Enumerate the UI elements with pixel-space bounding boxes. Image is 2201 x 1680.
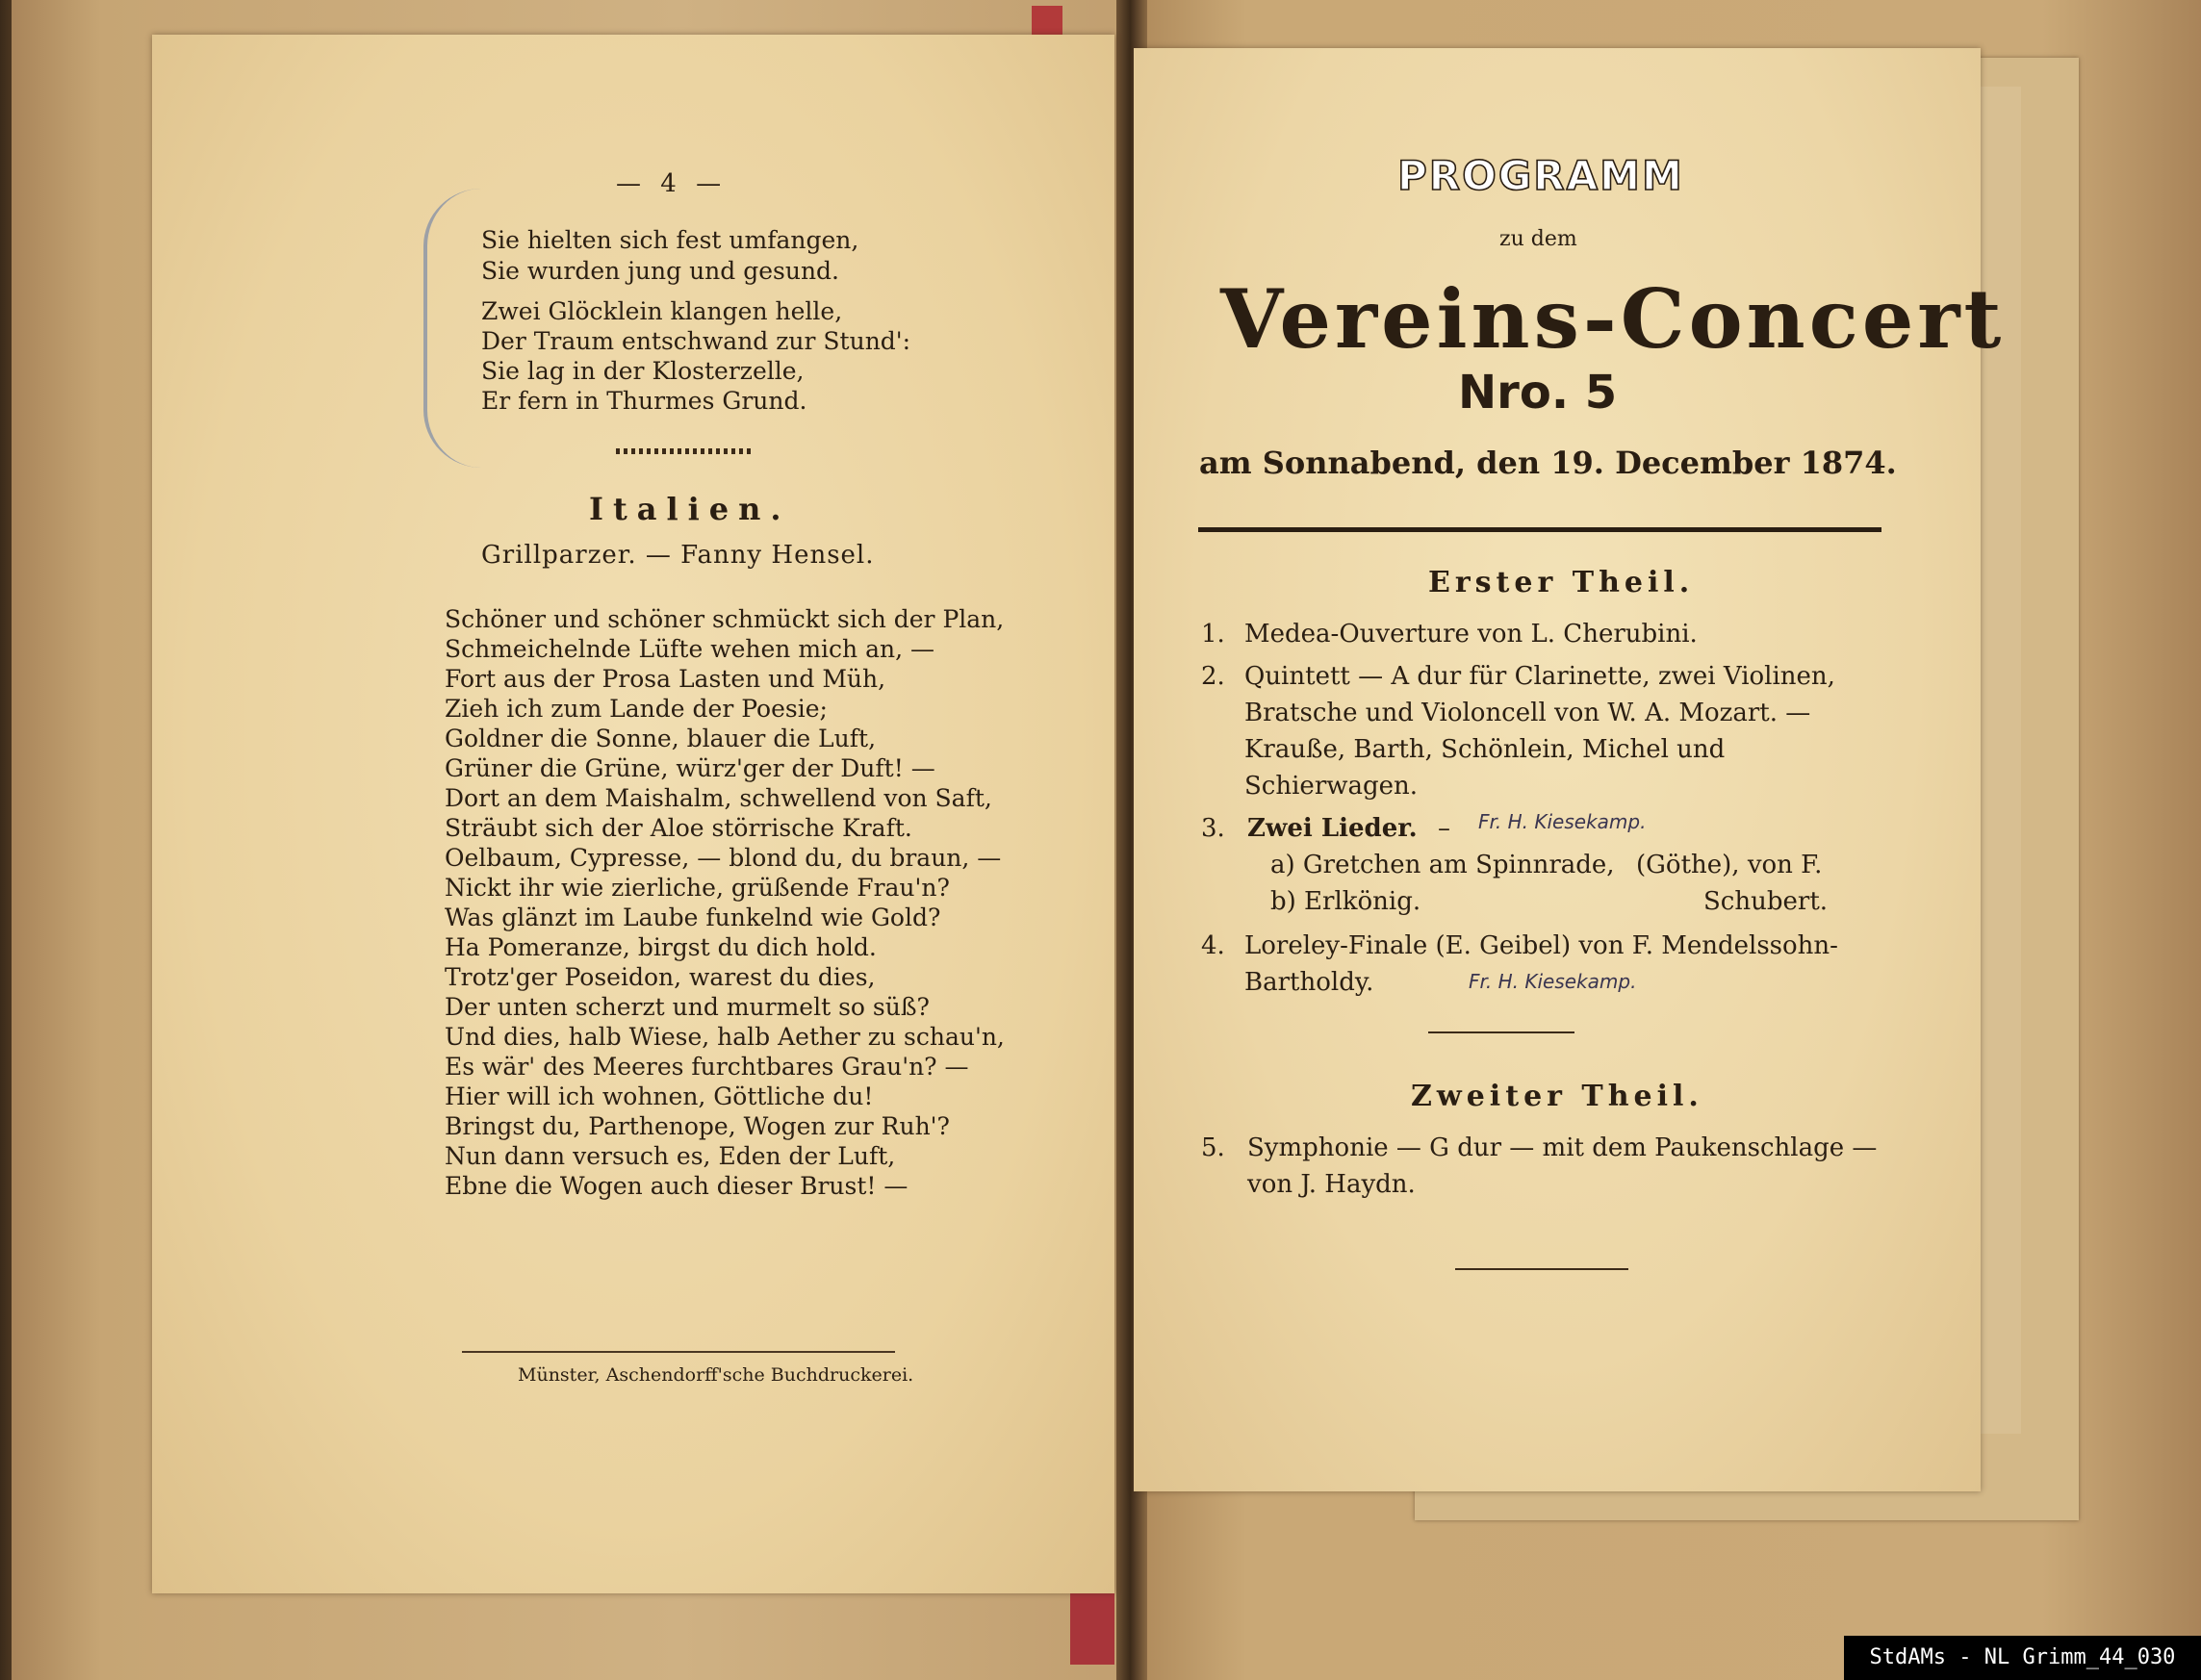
concert-date: am Sonnabend, den 19. December 1874. [1199, 445, 1897, 481]
stanza-line: Der Traum entschwand zur Stund': [481, 327, 911, 355]
item-number: 5. [1201, 1133, 1225, 1162]
program-item-4-line: Bartholdy. [1244, 968, 1374, 997]
stanza-line: Er fern in Thurmes Grund. [481, 387, 807, 415]
poem-line: Goldner die Sonne, blauer die Luft, [445, 725, 877, 752]
divider [1428, 1031, 1574, 1033]
program-title: PROGRAMM [1397, 152, 1684, 199]
program-item-2-line: Bratsche und Violoncell von W. A. Mozart. — [1244, 699, 1811, 727]
program-item-1: Medea-Ouverture von L. Cherubini. [1244, 620, 1698, 649]
poem-line: Sträubt sich der Aloe störrische Kraft. [445, 814, 912, 842]
poem-line: Nickt ihr wie zierliche, grüßende Frau'n? [445, 874, 950, 902]
song-b: b) Erlkönig. [1270, 887, 1421, 916]
program-item-2-line: Schierwagen. [1244, 772, 1419, 801]
program-item-5-line: von J. Haydn. [1247, 1170, 1416, 1199]
header-rule [1198, 527, 1881, 532]
stanza-line: Sie hielten sich fest umfangen, [481, 226, 859, 254]
item-3-dash: – [1438, 814, 1450, 843]
program-item-4-line: Loreley-Finale (E. Geibel) von F. Mendelssohn- [1244, 931, 1838, 960]
poem-line: Schmeichelnde Lüfte wehen mich an, — [445, 635, 934, 663]
item-number: 2. [1201, 662, 1225, 691]
red-tailband [1070, 1588, 1114, 1665]
poem-line: Bringst du, Parthenope, Wogen zur Ruh'? [445, 1112, 950, 1140]
divider [1455, 1268, 1628, 1270]
poem-line: Nun dann versuch es, Eden der Luft, [445, 1142, 896, 1170]
program-subtitle: zu dem [1499, 227, 1577, 251]
footer-rule [462, 1351, 895, 1353]
program-item-3: Zwei Lieder. [1247, 814, 1418, 843]
printer-imprint: Münster, Aschendorff'sche Buchdruckerei. [518, 1364, 914, 1386]
poem-line: Der unten scherzt und murmelt so süß? [445, 993, 930, 1021]
poem-line: Was glänzt im Laube funkelnd wie Gold? [445, 904, 941, 931]
program-item-2-line: Quintett — A dur für Clarinette, zwei Violinen, [1244, 662, 1835, 691]
poem-line: Und dies, halb Wiese, halb Aether zu schau'n, [445, 1023, 1005, 1051]
poem-line: Fort aus der Prosa Lasten und Müh, [445, 665, 886, 693]
stanza-line: Zwei Glöcklein klangen helle, [481, 297, 843, 325]
stanza-line: Sie lag in der Klosterzelle, [481, 357, 805, 385]
poem-line: Grüner die Grüne, würz'ger der Duft! — [445, 754, 935, 782]
poem-line: Trotz'ger Poseidon, warest du dies, [445, 963, 876, 991]
poem-line: Oelbaum, Cypresse, — blond du, du braun, — [445, 844, 1002, 872]
stanza-line: Sie wurden jung und gesund. [481, 257, 839, 285]
poem-line: Ebne die Wogen auch dieser Brust! — [445, 1172, 909, 1200]
poem-author: Grillparzer. — Fanny Hensel. [481, 541, 875, 570]
program-item-2-line: Kraußе, Barth, Schönlein, Michel und [1244, 735, 1726, 764]
page-number: — 4 — [616, 169, 728, 198]
handwritten-note: Fr. H. Kiesekamp. [1478, 810, 1647, 833]
part-two-heading: Zweiter Theil. [1411, 1080, 1703, 1113]
archive-label: StdAMs - NL Grimm_44_030 [1844, 1636, 2201, 1680]
part-one-heading: Erster Theil. [1428, 566, 1695, 599]
poem-title: Italien. [589, 491, 791, 527]
poem-line: Es wär' des Meeres furchtbares Grau'n? — [445, 1053, 969, 1081]
item-number: 1. [1201, 620, 1225, 649]
red-headband [1032, 6, 1062, 35]
program-item-5-line: Symphonie — G dur — mit dem Paukenschlage — [1247, 1133, 1878, 1162]
song-a: a) Gretchen am Spinnrade, [1270, 851, 1615, 879]
item-number: 4. [1201, 931, 1225, 960]
poem-line: Ha Pomeranze, birgst du dich hold. [445, 933, 877, 961]
song-attribution: (Göthe), von F. [1636, 851, 1823, 879]
concert-number: Nro. 5 [1458, 366, 1618, 420]
concert-title: Vereins-Concert [1220, 271, 2006, 367]
item-number: 3. [1201, 814, 1225, 843]
poem-line: Zieh ich zum Lande der Poesie; [445, 695, 828, 723]
poem-line: Schöner und schöner schmückt sich der Plan, [445, 605, 1005, 633]
poem-line: Hier will ich wohnen, Göttliche du! [445, 1082, 874, 1110]
song-composer: Schubert. [1703, 887, 1829, 916]
ornamental-divider [616, 448, 751, 454]
poem-line: Dort an dem Maishalm, schwellend von Saft, [445, 784, 992, 812]
handwritten-note: Fr. H. Kiesekamp. [1469, 970, 1637, 993]
